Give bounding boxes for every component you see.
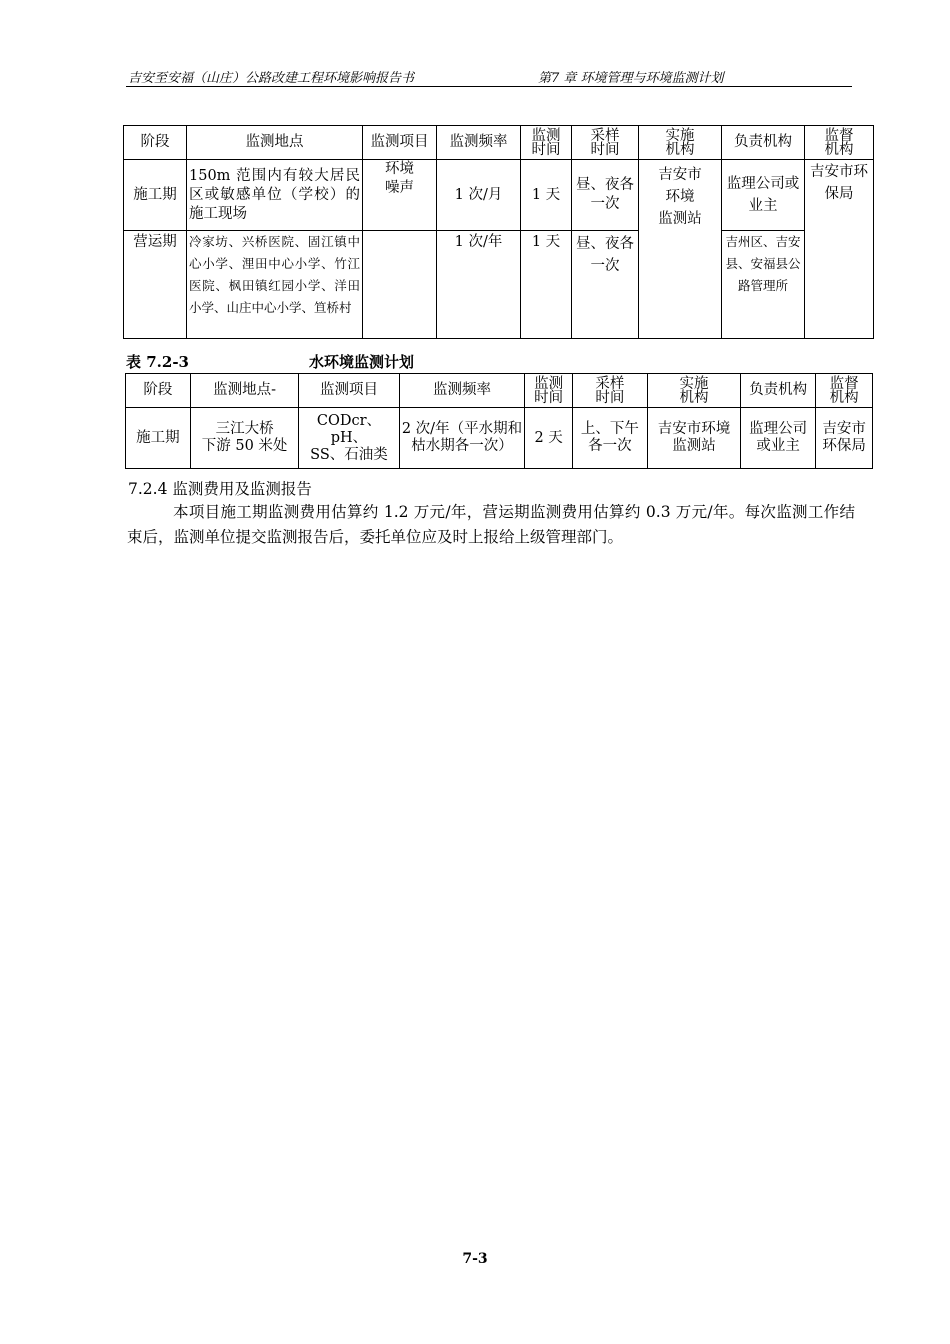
header-implementing-agency	[647, 374, 740, 408]
section-paragraph: 本项目施工期监测费用估算约 1.2 万元/年，营运期监测费用估算约 0.3 万元/年。每次监测工作结束后，监测单位提交监测报告后，委托单位应及时上报给上级管理部门。	[127, 503, 855, 546]
cell-responsible-agency: 监理公司或业主	[722, 160, 805, 231]
table-caption	[126, 351, 415, 372]
header-responsible-agency: 负责机构	[741, 374, 816, 408]
header-impl-line2: 机构	[679, 389, 709, 406]
cell-item-empty	[363, 231, 437, 339]
cell-location: 冷家坊、兴桥医院、固江镇中心小学、浬田中心小学、竹江医院、枫田镇红园小学、洋田小学、山庄中心小学、笪桥村	[187, 231, 363, 339]
header-monitor-time-line2: 时间	[531, 141, 561, 158]
header-impl-line1: 实施	[665, 127, 695, 144]
header-stage: 阶段	[126, 374, 191, 408]
header-stage: 阶段	[124, 126, 187, 160]
cell-implementing-agency	[639, 160, 722, 339]
header-impl-line2: 机构	[665, 141, 695, 158]
cell-stage: 营运期	[124, 231, 187, 339]
header-super-line2: 机构	[829, 389, 859, 406]
header-monitor-time-line2: 时间	[534, 389, 564, 406]
cell-frequency-line1: 2 次/年（平水期和	[401, 421, 523, 437]
cell-sample-time	[572, 408, 647, 469]
cell-item-line1: 环境	[385, 161, 414, 177]
cell-impl-line2: 环境	[665, 189, 695, 205]
cell-sample-time: 昼、夜各一次	[572, 231, 639, 339]
cell-stage: 施工期	[124, 160, 187, 231]
table-row	[124, 160, 874, 231]
header-sample-time-line2: 时间	[590, 141, 620, 158]
cell-sup-line2: 环保局	[822, 438, 866, 454]
cell-duration: 1 天	[521, 231, 572, 339]
cell-resp-line2: 或业主	[756, 438, 800, 454]
cell-item-line1: CODcr、pH、	[316, 412, 382, 446]
cell-frequency	[399, 408, 525, 469]
header-monitor-time-line1: 监测	[534, 375, 564, 392]
cell-duration: 1 天	[521, 160, 572, 231]
cell-location-line2: 下游 50 米处	[201, 438, 288, 454]
cell-frequency-line2: 枯水期各一次）	[411, 438, 513, 454]
cell-item-line2: SS、石油类	[310, 446, 388, 463]
header-monitor-time-line1: 监测	[531, 127, 561, 144]
table-header-row	[126, 374, 873, 408]
header-implementing-agency	[639, 126, 722, 160]
table-row	[126, 408, 873, 469]
cell-location: 150m 范围内有较大居民区或敏感单位（学校）的施工现场	[187, 160, 363, 231]
header-location: 监测地点	[187, 126, 363, 160]
header-sample-time	[572, 126, 639, 160]
header-super-line1: 监督	[824, 127, 854, 144]
cell-frequency: 1 次/月	[437, 160, 521, 231]
header-super-line2: 机构	[824, 141, 854, 158]
noise-monitoring-table	[123, 125, 874, 339]
cell-frequency: 1 次/年	[437, 231, 521, 339]
cell-sample-time: 昼、夜各一次	[572, 160, 639, 231]
header-supervising-agency	[805, 126, 874, 160]
header-supervising-agency	[816, 374, 873, 408]
cell-sup-line1: 吉安市	[822, 421, 866, 437]
header-sample-time	[572, 374, 647, 408]
cell-impl-line3: 监测站	[658, 211, 702, 227]
header-sample-time-line1: 采样	[595, 375, 625, 392]
cell-item-line2: 噪声	[385, 180, 414, 196]
cell-stage: 施工期	[126, 408, 191, 469]
cell-location	[190, 408, 298, 469]
table-header-row	[124, 126, 874, 160]
page-number: 7-3	[462, 1251, 488, 1267]
cell-implementing-agency	[647, 408, 740, 469]
cell-resp-line1: 监理公司	[749, 421, 808, 437]
cell-responsible-agency	[741, 408, 816, 469]
cell-impl-line1: 吉安市	[658, 167, 702, 183]
cell-duration: 2 天	[525, 408, 573, 469]
header-impl-line1: 实施	[679, 375, 709, 392]
header-super-line1: 监督	[829, 375, 859, 392]
cell-responsible-agency: 吉州区、吉安县、安福县公路管理所	[722, 231, 805, 339]
section-heading: 7.2.4 监测费用及监测报告	[128, 480, 312, 498]
header-item: 监测项目	[363, 126, 437, 160]
header-location: 监测地点-	[190, 374, 298, 408]
header-responsible-agency: 负责机构	[722, 126, 805, 160]
header-sample-time-line1: 采样	[590, 127, 620, 144]
header-item: 监测项目	[299, 374, 399, 408]
table-row	[124, 231, 874, 339]
cell-sample-line2: 各一次	[588, 438, 632, 454]
header-chapter-title: 第7 章 环境管理与环境监测计划	[538, 71, 724, 86]
cell-supervising-agency: 吉安市环保局	[805, 160, 874, 339]
caption-title: 水环境监测计划	[309, 353, 415, 371]
cell-supervising-agency	[816, 408, 873, 469]
cell-item	[299, 408, 399, 469]
cell-location-line1: 三江大桥	[215, 421, 274, 437]
header-frequency: 监测频率	[437, 126, 521, 160]
cell-impl-line1: 吉安市环境	[657, 421, 731, 437]
caption-number: 表 7.2-3	[126, 353, 189, 371]
header-frequency: 监测频率	[399, 374, 525, 408]
header-monitor-time	[521, 126, 572, 160]
header-monitor-time	[525, 374, 573, 408]
page-header	[126, 66, 852, 87]
header-document-title: 吉安至安福（山庄）公路改建工程环境影响报告书	[128, 71, 415, 86]
cell-sample-line1: 上、下午	[580, 421, 639, 437]
header-sample-time-line2: 时间	[595, 389, 625, 406]
cell-impl-line2: 监测站	[672, 438, 716, 454]
water-monitoring-table	[125, 373, 873, 469]
cell-item	[363, 160, 437, 231]
